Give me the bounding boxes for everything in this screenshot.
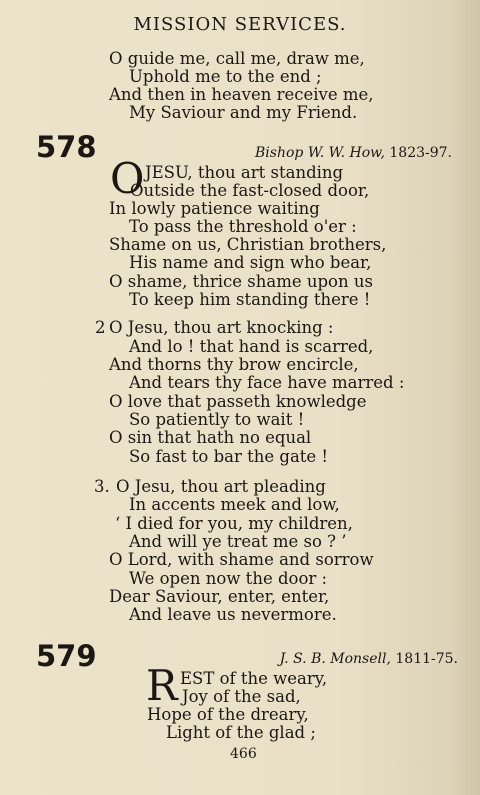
verse-line: So patiently to wait ! bbox=[129, 410, 305, 429]
verse-line: In lowly patience waiting bbox=[109, 199, 320, 218]
drop-capital: O bbox=[110, 154, 145, 203]
hymn-attribution bbox=[255, 145, 452, 161]
verse-line: Uphold me to the end ; bbox=[129, 67, 322, 86]
verse-line: And thorns thy brow encircle, bbox=[109, 355, 359, 374]
verse-line: Joy of the sad, bbox=[182, 687, 301, 706]
verse-line: JESU, thou art standing bbox=[145, 163, 344, 182]
verse-line: O guide me, call me, draw me, bbox=[109, 49, 365, 68]
running-header: MISSION SERVICES. bbox=[133, 14, 347, 35]
verse-line: O Lord, with shame and sorrow bbox=[109, 550, 374, 569]
verse-line: We open now the door : bbox=[129, 569, 328, 588]
verse-line: And lo ! that hand is scarred, bbox=[129, 337, 374, 356]
verse-line: And will ye treat me so ? ’ bbox=[129, 532, 347, 551]
verse-line: O shame, thrice shame upon us bbox=[109, 272, 373, 291]
verse-line: O love that passeth knowledge bbox=[109, 392, 367, 411]
verse-line: EST of the weary, bbox=[180, 669, 328, 688]
stanza-number: 2 bbox=[95, 318, 106, 337]
verse-line: And then in heaven receive me, bbox=[109, 85, 374, 104]
author-dates: 1811-75. bbox=[395, 651, 458, 667]
verse-line: My Saviour and my Friend. bbox=[129, 103, 358, 122]
author-name: Bishop W. W. How, bbox=[255, 145, 385, 161]
verse-line: So fast to bar the gate ! bbox=[129, 447, 329, 466]
verse-line: To keep him standing there ! bbox=[129, 290, 371, 309]
hymn-number: 578 bbox=[36, 130, 97, 164]
verse-line: Dear Saviour, enter, enter, bbox=[109, 587, 330, 606]
verse-line: Light of the glad ; bbox=[166, 723, 316, 742]
hymn-attribution bbox=[280, 651, 458, 667]
verse-line: To pass the threshold o'er : bbox=[129, 217, 357, 236]
page-number: 466 bbox=[230, 746, 257, 762]
drop-capital: R bbox=[146, 661, 178, 710]
verse-line: ‘ I died for you, my children, bbox=[115, 514, 353, 533]
hymn-number: 579 bbox=[36, 639, 97, 673]
verse-line: Outside the fast-closed door, bbox=[130, 181, 370, 200]
author-name: J. S. B. Monsell, bbox=[279, 651, 391, 667]
verse-line: Shame on us, Christian brothers, bbox=[109, 235, 387, 254]
verse-line: O sin that hath no equal bbox=[109, 428, 312, 447]
author-dates: 1823-97. bbox=[389, 145, 452, 161]
verse-line: Hope of the dreary, bbox=[147, 705, 309, 724]
verse-line: And tears thy face have marred : bbox=[129, 373, 405, 392]
verse-line: O Jesu, thou art pleading bbox=[116, 477, 326, 496]
verse-line: In accents meek and low, bbox=[129, 495, 340, 514]
verse-line: And leave us nevermore. bbox=[129, 605, 337, 624]
stanza-number: 3. bbox=[94, 477, 110, 496]
verse-line: His name and sign who bear, bbox=[129, 253, 372, 272]
verse-line: O Jesu, thou art knocking : bbox=[109, 318, 334, 337]
